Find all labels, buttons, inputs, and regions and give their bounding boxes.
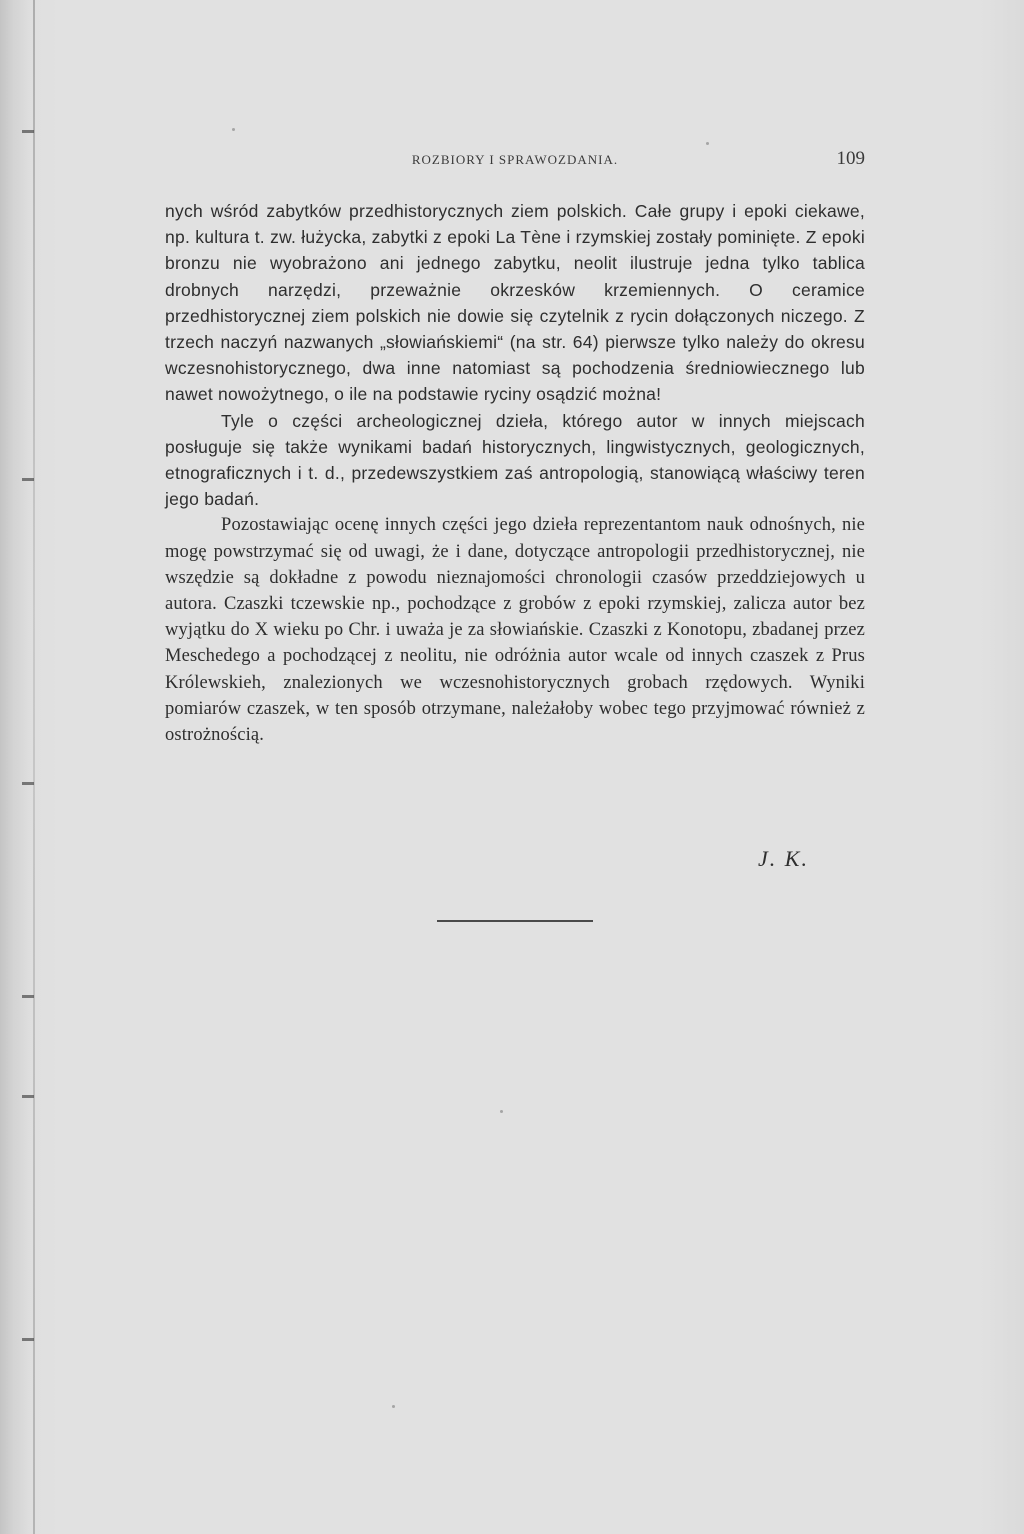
binding-mark [22,478,34,481]
paragraph: Pozostawiając ocenę innych części jego dzieła reprezentantom nauk odnośnych, nie mogę powstrzymać się od uwagi, że i dane, dotyczące antropologii przedhistorycznej, nie wszędzie są dokładne z powodu nieznajomości chronologii czasów przeddziejowych u autora. Czaszki tczewskie np., pochodzące z grobów z epoki rzymskiej, zalicza autor bez wyjątku do X wieku po Chr. i uważa je za słowiańskie. Czaszki z Konotopu, zbadanej przez Meschedego a pochodzącej z neolitu, nie odróżnia autor wcale od innych czaszek z Prus Królewskieh, znalezionych we wczesnohistorycznych grobach rzędowych. Wyniki pomiarów czaszek, w ten sposób otrzymane, należałoby wobec tego przyjmować również z ostrożnością. [165,515,865,746]
binding-edge-line [33,0,35,1534]
paper-speck [392,1405,395,1408]
paragraph: Tyle o części archeologicznej dzieła, którego autor w innych miejscach posługuje się także wynikami badań historycznych, lingwistycznych, geologicznych, etnograficznych i t. d., przedewszystkiem zaś antropologią, stanowiącą właściwy teren jego badań. [165,410,865,510]
binding-mark [22,1095,34,1098]
binding-mark [22,130,34,133]
paper-speck [232,128,235,131]
paragraph: nych wśród zabytków przedhistorycznych ziem polskich. Całe grupy i epoki ciekawe, np. kultura t. zw. łużycka, zabytki z epoki La Tène i rzymskiej zostały pominięte. Z epoki bronzu nie wyobrażono ani jednego zabytku, neolit ilustruje jedna tylko tablica drobnych narzędzi, przeważnie okrzesków krzemiennych. O ceramice przedhistorycznej ziem polskich nie dowie się czytelnik z rycin dołączonych niczego. Z trzech naczyń nazwanych „słowiańskiemi“ (na str. 64) pierwsze tylko należy do okresu wczesnohistorycznego, dwa inne natomiast są pochodzenia średniowiecznego lub nawet nowożytnego, o ile na podstawie ryciny osądzić można! [165,201,865,405]
binding-mark [22,995,34,998]
section-separator-rule [437,920,593,922]
page-number: 109 [836,148,865,169]
binding-mark [22,782,34,785]
article-body [165,198,865,748]
paper-speck [500,1110,503,1113]
page-header [165,148,865,174]
author-signature: J. K. [758,846,809,871]
binding-mark [22,1338,34,1341]
running-title: ROZBIORY I SPRAWOZDANIA. [411,152,619,167]
binding-gutter [0,0,30,1534]
paper-speck [706,142,709,145]
